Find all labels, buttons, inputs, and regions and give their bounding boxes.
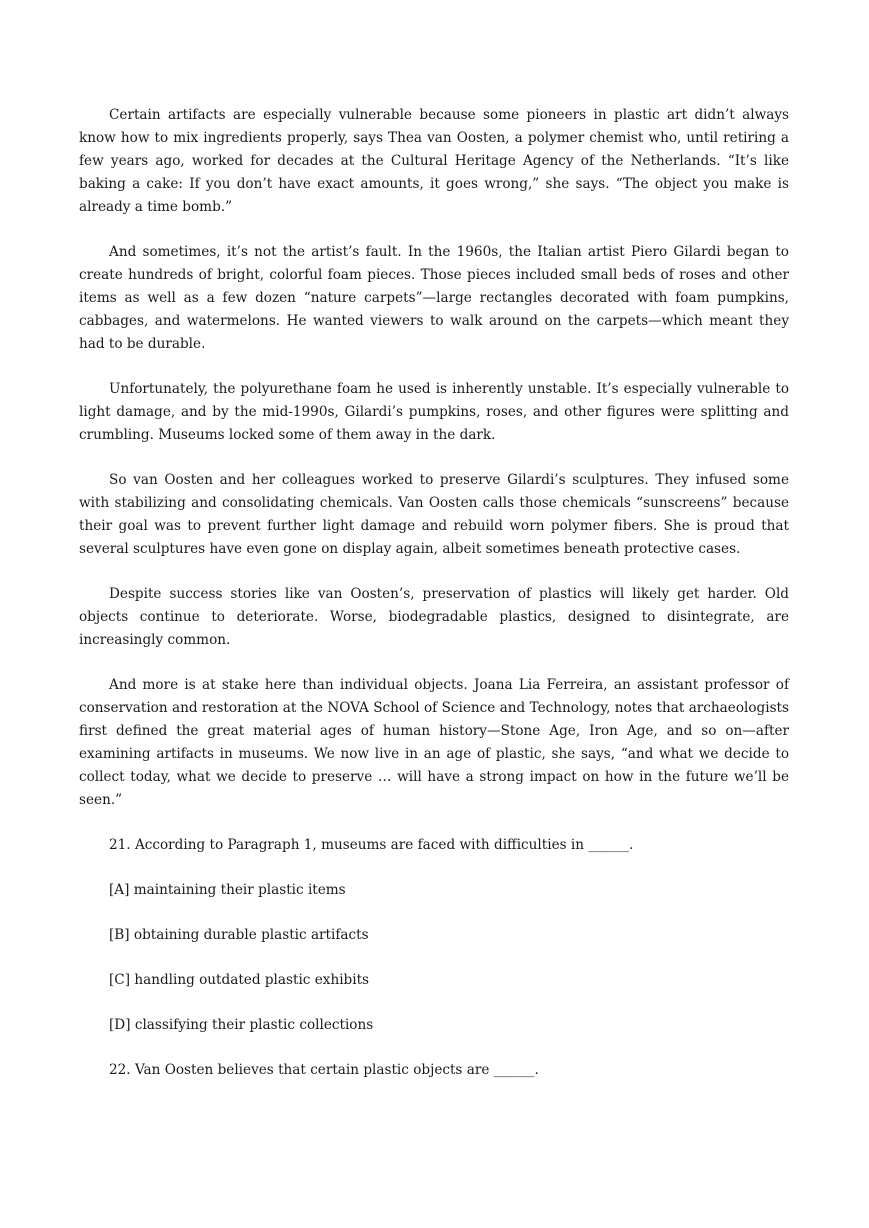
question-21-option-a: [A] maintaining their plastic items — [109, 882, 346, 898]
paragraph-6: And more is at stake here than individual objects. Joana Lia Ferreira, an assistant professor of conservation and restoration at the NOVA School of Science and Technology, notes that archaeologists first defined the great material ages of human history—Stone Age, Iron Age, and so on—after examining artifacts in museums. We now live in an age of plastic, she says, “and what we decide to collect today, what we decide to preserve … will have a strong impact on how in the future we’ll be seen.” — [79, 677, 789, 808]
question-22-stem: 22. Van Oosten believes that certain plastic objects are ______. — [109, 1062, 539, 1078]
paragraph-5: Despite success stories like van Oosten’s, preservation of plastics will likely get harder. Old objects continue to deteriorate. Worse, biodegradable plastics, designed to disintegrate, are increasingly common. — [79, 586, 789, 648]
paragraph-4: So van Oosten and her colleagues worked to preserve Gilardi’s sculptures. They infused some with stabilizing and consolidating chemicals. Van Oosten calls those chemicals “sunscreens” because their goal was to prevent further light damage and rebuild worn polymer fibers. She is proud that several sculptures have even gone on display again, albeit sometimes beneath protective cases. — [79, 472, 789, 557]
document-page — [79, 104, 789, 1104]
question-21-option-d: [D] classifying their plastic collections — [109, 1017, 374, 1033]
question-21-stem: 21. According to Paragraph 1, museums are faced with difficulties in ______. — [109, 837, 634, 853]
paragraph-3: Unfortunately, the polyurethane foam he used is inherently unstable. It’s especially vulnerable to light damage, and by the mid-1990s, Gilardi’s pumpkins, roses, and other figures were splitting and crumbling. Museums locked some of them away in the dark. — [79, 381, 789, 443]
question-21-option-c: [C] handling outdated plastic exhibits — [109, 972, 370, 988]
paragraph-1: Certain artifacts are especially vulnerable because some pioneers in plastic art didn’t always know how to mix ingredients properly, says Thea van Oosten, a polymer chemist who, until retiring a few years ago, worked for decades at the Cultural Heritage Agency of the Netherlands. “It’s like baking a cake: If you don’t have exact amounts, it goes wrong,” she says. “The object you make is already a time bomb.” — [79, 107, 789, 215]
paragraph-2: And sometimes, it’s not the artist’s fault. In the 1960s, the Italian artist Piero Gilardi began to create hundreds of bright, colorful foam pieces. Those pieces included small beds of roses and other items as well as a few dozen “nature carpets”—large rectangles decorated with foam pumpkins, cabbages, and watermelons. He wanted viewers to walk around on the carpets—which meant they had to be durable. — [79, 244, 789, 352]
question-21-option-b: [B] obtaining durable plastic artifacts — [109, 927, 369, 943]
